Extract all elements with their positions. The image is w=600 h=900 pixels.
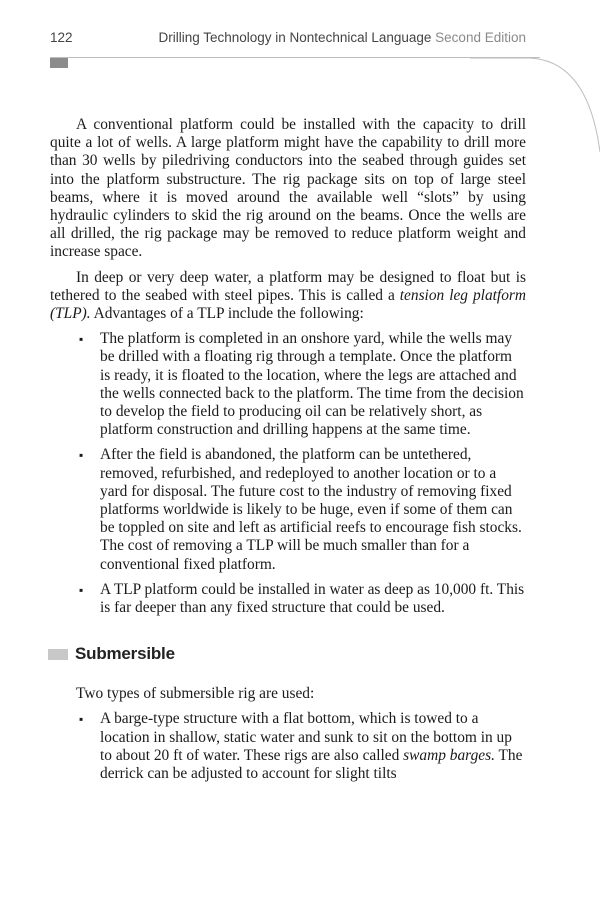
tlp-intro-text: In deep or very deep water, a platform may be designed to float but is tethered to the seabed with steel pipes. This is called a [50,268,526,304]
tlp-intro-tail: Advantages of a TLP include the following: [90,305,364,323]
swamp-barges-term: swamp barges. [403,746,495,764]
submersible-types-list [76,710,526,783]
list-item-text: The platform is completed in an onshore yard, while the wells may be drilled with a floating rig through a template. Once the platform is ready, it is floated to the location, where the legs are attached and the wells connected back to the platform. The time from the decision to develop the field to producing oil can be relatively short, as platform construction and drilling happens at the same time. [100,330,524,439]
paragraph-tlp-intro [50,269,526,324]
tlp-term: tension leg platform (TLP). [50,286,526,323]
edition-text: Second Edition [435,30,526,45]
list-item [76,710,526,783]
list-item-text: A TLP platform could be installed in water as deep as 10,000 ft. This is far deeper than any fixed structure that could be used. [100,580,525,617]
submersible-intro: Two types of submersible rig are used: [76,685,315,703]
section-heading-submersible [48,643,526,665]
section-heading-text: Submersible [75,644,175,664]
paragraph-conventional-platform: A conventional platform could be installed with the capacity to drill quite a lot of wells. A large platform might have the capability to drill more than 30 wells by piledriving conductors into the seabed through guides set into the platform substructure. The rig package sits on top of large steel beams, where it is moved around the available well “slots” by using hydraulic cylinders to skid the rig around on the beams. Once the wells are all drilled, the rig package may be removed to reduce platform weight and increase space. [50,116,526,261]
list-item [76,581,526,617]
book-title [158,30,526,45]
bullet-square-icon: ▪ [79,448,84,463]
bullet-square-icon: ▪ [79,582,84,597]
barge-text: A barge-type structure with a flat bottom, which is towed to a location in shallow, static water and sunk to sit on the bottom in up to about 20 ft of water. These rigs are also called [100,710,512,764]
list-item-text: After the field is abandoned, the platform can be untethered, removed, refurbished, and redeployed to another location or to a yard for disposal. The future cost to the industry of removing fixed platforms worldwide is likely to be huge, even if some of them can be toppled on site and left as artificial reefs to encourage fish stocks. The cost of removing a TLP will be much smaller than for a conventional fixed platform. [100,446,522,573]
heading-marker-bar [48,649,68,660]
header-marker-block [50,58,68,68]
bullet-square-icon: ▪ [79,332,84,347]
page-body [50,116,526,790]
list-item [76,330,526,439]
barge-text-tail: The derrick can be adjusted to account for slight tilts [100,746,523,783]
title-text: Drilling Technology in Nontechnical Language [158,30,432,45]
bullet-square-icon: ▪ [79,712,84,727]
list-item [76,446,526,573]
running-header [50,30,526,50]
tlp-advantages-list [76,330,526,617]
header-rule [50,57,540,58]
page-number: 122 [50,30,73,45]
